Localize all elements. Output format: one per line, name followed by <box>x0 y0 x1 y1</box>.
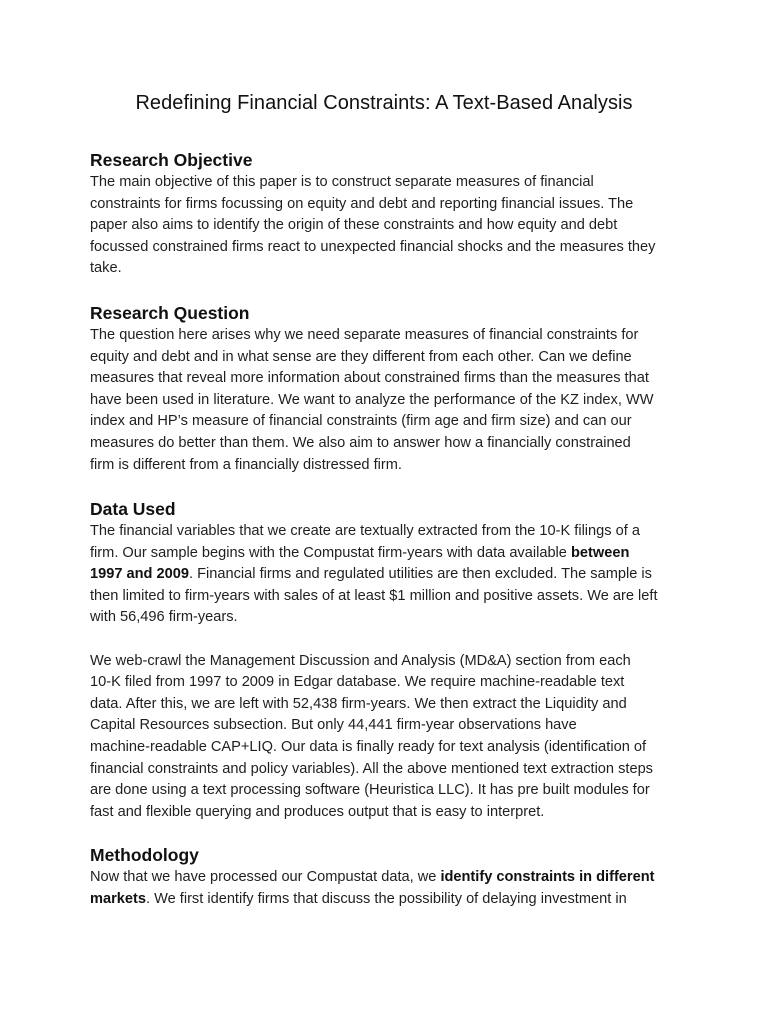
section-heading: Research Question <box>90 303 250 323</box>
paragraph <box>90 521 690 629</box>
text-run: paper also aims to identify the origin of these constraints and how equity and debt <box>90 217 618 234</box>
text-line <box>90 521 690 543</box>
section-body <box>90 172 690 280</box>
text-run: . Financial firms and regulated utilities are then excluded. The sample is <box>189 566 652 583</box>
text-line <box>90 607 690 629</box>
bold-text-run: between <box>570 544 630 561</box>
text-run: The question here arises why we need separate measures of financial constraints for <box>90 327 639 343</box>
text-line <box>90 411 690 433</box>
text-run: . We first identify firms that discuss the possibility of delaying investment in <box>145 890 627 907</box>
document-title: Redefining Financial Constraints: A Text-Based Analysis <box>135 92 633 114</box>
text-line <box>90 586 690 608</box>
section-body <box>90 325 690 476</box>
text-line <box>90 347 690 369</box>
text-line <box>90 672 690 694</box>
text-line <box>90 780 690 802</box>
text-run: Capital Resources subsection. But only 44,441 firm-year observations have <box>90 717 577 734</box>
section-research-question <box>90 301 690 476</box>
text-run: measures do better than them. We also aim to answer how a financially constrained <box>90 434 631 451</box>
text-run: machine-readable CAP+LIQ. Our data is finally ready for text analysis (identification of <box>90 738 647 755</box>
section-methodology <box>90 843 690 910</box>
text-run: equity and debt and in what sense are they different from each other. Can we define <box>90 348 632 365</box>
section-heading: Methodology <box>90 845 199 865</box>
paragraph <box>90 867 690 910</box>
text-line <box>90 237 690 259</box>
text-line <box>90 215 690 237</box>
text-line <box>90 737 690 759</box>
text-line <box>90 258 690 280</box>
paragraph <box>90 172 690 280</box>
text-run: measures that reveal more information about constrained firms than the measures that <box>90 370 649 387</box>
text-run: Now that we have processed our Compustat data, we <box>90 869 441 885</box>
text-line <box>90 390 690 412</box>
paragraph-gap <box>90 629 690 651</box>
text-run: fast and flexible querying and produces output that is easy to interpret. <box>90 803 545 820</box>
text-run: data. After this, we are left with 52,438 firm-years. We then extract the Liquidity and <box>90 695 627 712</box>
paragraph <box>90 325 690 476</box>
text-line <box>90 194 690 216</box>
section-heading: Data Used <box>90 499 176 519</box>
text-line <box>90 433 690 455</box>
text-run: We web-crawl the Management Discussion and Analysis (MD&A) section from each <box>90 652 631 669</box>
section-research-objective <box>90 148 690 280</box>
section-data-used <box>90 497 690 823</box>
section-heading: Research Objective <box>90 150 253 170</box>
text-run: with 56,496 firm-years. <box>90 609 238 626</box>
text-line <box>90 802 690 824</box>
text-line <box>90 889 690 911</box>
paragraph <box>90 651 690 824</box>
text-run: are done using a text processing software (Heuristica LLC). It has pre built modules for <box>90 782 650 799</box>
section-body <box>90 521 690 823</box>
text-line <box>90 543 690 565</box>
section-body <box>90 867 690 910</box>
text-line <box>90 694 690 716</box>
bold-text-run: identify constraints in different <box>440 869 655 885</box>
text-run: financial constraints and policy variables). All the above mentioned text extraction steps <box>90 760 653 777</box>
text-run: constraints for firms focussing on equity and debt and reporting financial issues. The <box>90 195 634 212</box>
text-line <box>90 564 690 586</box>
text-run: The main objective of this paper is to construct separate measures of financial <box>90 174 594 190</box>
text-run: firm is different from a financially distressed firm. <box>90 456 402 473</box>
text-run: firm. Our sample begins with the Compustat firm-years with data available <box>90 544 571 561</box>
text-run: 10-K filed from 1997 to 2009 in Edgar database. We require machine-readable text <box>90 674 625 691</box>
text-line <box>90 325 690 347</box>
text-run: have been used in literature. We want to analyze the performance of the KZ index, WW <box>90 391 654 408</box>
text-line <box>90 759 690 781</box>
text-line <box>90 455 690 477</box>
text-run: take. <box>90 260 122 277</box>
text-run: index and HP’s measure of financial constraints (firm age and firm size) and can our <box>90 413 632 430</box>
text-line <box>90 715 690 737</box>
text-run: The financial variables that we create are textually extracted from the 10-K filings of a <box>90 523 640 539</box>
text-line <box>90 368 690 390</box>
text-run: then limited to firm-years with sales of at least $1 million and positive assets. We are left <box>90 587 658 604</box>
bold-text-run: markets <box>90 890 146 907</box>
text-run: focussed constrained firms react to unexpected financial shocks and the measures they <box>90 238 656 255</box>
text-line <box>90 172 690 194</box>
text-line <box>90 651 690 673</box>
bold-text-run: 1997 and 2009 <box>90 566 189 583</box>
text-line <box>90 867 690 889</box>
